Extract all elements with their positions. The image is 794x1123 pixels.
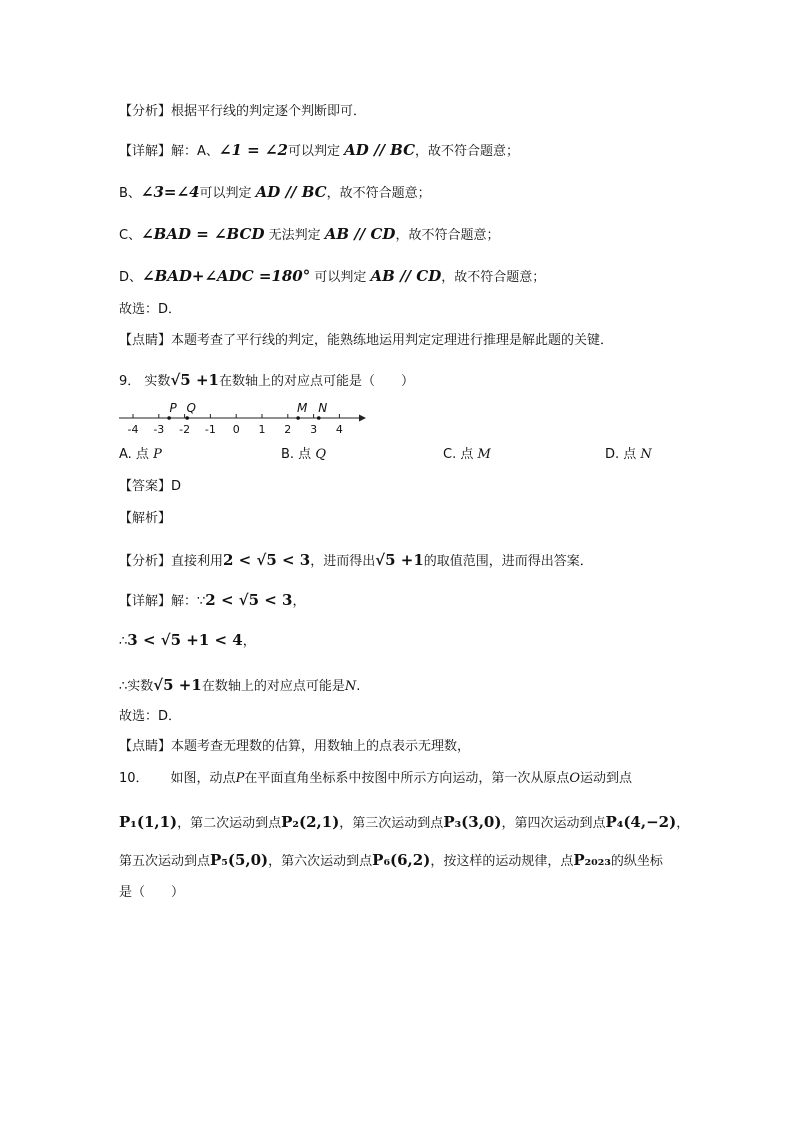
detail-d-suffix: ，故不符合题意；	[441, 270, 546, 285]
therefore-symbol: ∴	[119, 634, 128, 649]
axis-tick-label: 3	[310, 423, 318, 436]
detail-a-conclusion: AD // BC	[344, 141, 416, 159]
q10-line3-b: ，第六次运动到点	[268, 854, 373, 869]
q9-stem-b: 在数轴上的对应点可能是（ ）	[218, 374, 414, 389]
option-prefix: C. 点	[443, 447, 474, 462]
prev-choice	[119, 300, 181, 320]
detail-c-suffix: ，故不符合题意；	[395, 228, 500, 243]
q10-line1-c: 运动到点	[580, 771, 633, 786]
axis-point-label: P	[169, 401, 177, 415]
q9-therefore-2	[119, 675, 360, 697]
q10-number: 10．	[119, 771, 149, 786]
q9-detail-end: ，	[292, 594, 306, 609]
q10-line-2	[119, 812, 689, 834]
detail-c-equation: ∠BAD = ∠BCD	[141, 225, 265, 243]
q9-therefore2-letter: N	[344, 679, 357, 694]
detail-d-equation: ∠BAD+∠ADC =180°	[142, 267, 311, 285]
axis-tick-label: 2	[284, 423, 292, 436]
option-prefix: D. 点	[605, 447, 637, 462]
prev-comment	[119, 331, 613, 351]
option-letter: N	[640, 447, 652, 462]
q9-number-line	[115, 397, 375, 437]
q9-detail-prefix: 【详解】解：∵	[119, 594, 206, 609]
q9-analysis-c: 的取值范围，进而得出答案．	[423, 554, 593, 569]
detail-b-mid: 可以判定	[199, 186, 252, 201]
detail-b-prefix: B、	[119, 186, 141, 201]
detail-b-suffix: ，故不符合题意；	[326, 186, 431, 201]
q10-line1-b: 在平面直角坐标系中按图中所示方向运动，第一次从原点	[244, 771, 570, 786]
detail-c-prefix: C、	[119, 228, 142, 243]
option-letter: Q	[315, 447, 326, 462]
q9-analysis	[119, 550, 593, 572]
axis-tick-label: -4	[127, 423, 139, 436]
axis-point-p	[167, 416, 171, 420]
detail-d-prefix: D、	[119, 270, 143, 285]
q9-therefore2-a: ∴实数	[119, 679, 154, 694]
axis-point-label: M	[296, 401, 308, 415]
prev-choice-text: 故选：D．	[119, 302, 182, 317]
q9-answer-text: 【答案】D	[119, 479, 182, 494]
q9-comment	[119, 737, 470, 757]
q10-line1-a: 如图，动点	[170, 771, 236, 786]
q9-detail-inequality: 2 < √5 < 3	[205, 591, 293, 609]
q10-p5: P₅(5,0)	[210, 851, 269, 869]
q9-option-c[interactable]	[443, 445, 491, 465]
prev-detail-b	[119, 182, 431, 204]
detail-c-conclusion: AB // CD	[324, 225, 396, 243]
q9-options	[119, 445, 679, 465]
prev-detail-c	[119, 224, 499, 246]
q9-analysis-expression: √5 +1	[375, 551, 424, 569]
detail-a-prefix: 【详解】解：A、	[119, 144, 219, 159]
q10-line3-c: ，按这样的运动规律，点	[430, 854, 574, 869]
axis-tick-label: 4	[335, 423, 343, 436]
axis-tick-label: -3	[153, 423, 165, 436]
q9-stem-a: 实数	[144, 374, 171, 389]
q10-p6: P₆(6,2)	[372, 851, 431, 869]
axis-arrow	[359, 415, 366, 422]
q9-therefore1-inequality: 3 < √5 +1 < 4	[127, 631, 243, 649]
q9-expression: √5 +1	[170, 371, 219, 389]
q10-p2023: P₂₀₂₃	[573, 851, 611, 869]
q10-line2-a: ，第二次运动到点	[177, 816, 282, 831]
detail-a-suffix: ，故不符合题意；	[415, 144, 520, 159]
q10-line2-c: ，第四次运动到点	[501, 816, 606, 831]
option-prefix: B. 点	[281, 447, 312, 462]
axis-point-m	[296, 416, 300, 420]
detail-d-mid: 可以判定	[314, 270, 367, 285]
detail-b-conclusion: AD // BC	[255, 183, 327, 201]
axis-tick-label: 1	[258, 423, 266, 436]
detail-c-mid: 无法判定	[268, 228, 321, 243]
q9-choice-text: 故选：D．	[119, 709, 182, 724]
option-letter: M	[477, 447, 491, 462]
q9-analysis-a: 【分析】直接利用	[119, 554, 224, 569]
q9-answer	[119, 477, 181, 497]
prev-detail-d	[119, 266, 545, 288]
q9-analysis-b: ，进而得出	[310, 554, 376, 569]
q9-stem	[119, 370, 414, 392]
q10-line4-text: 是（ ）	[119, 885, 185, 900]
prev-analysis-text: 【分析】根据平行线的判定逐个判断即可．	[119, 104, 367, 119]
q9-therefore1-end: ，	[242, 634, 256, 649]
q9-analysis-inequality: 2 < √5 < 3	[223, 551, 311, 569]
q10-origin-o: O	[569, 771, 580, 786]
detail-d-conclusion: AB // CD	[370, 267, 442, 285]
axis-point-label: N	[318, 401, 328, 415]
prev-comment-text: 【点睛】本题考查了平行线的判定，能熟练地运用判定定理进行推理是解此题的关键．	[119, 333, 614, 348]
q9-therefore-1	[119, 630, 256, 652]
option-letter: P	[153, 447, 162, 462]
q9-comment-text: 【点睛】本题考查无理数的估算，用数轴上的点表示无理数，	[119, 739, 471, 754]
q10-line-1	[119, 769, 632, 789]
axis-point-q	[185, 416, 189, 420]
q10-line-3	[119, 850, 663, 872]
prev-analysis	[119, 102, 366, 122]
q10-point-p: P	[235, 771, 245, 786]
q10-p4: P₄(4,−2)	[605, 813, 677, 831]
axis-point-label: Q	[186, 401, 196, 415]
q9-analysis-head-text: 【解析】	[119, 511, 172, 526]
q10-p2: P₂(2,1)	[281, 813, 340, 831]
q10-line-4	[119, 883, 184, 903]
detail-a-equation: ∠1 = ∠2	[218, 141, 288, 159]
axis-point-n	[317, 416, 321, 420]
option-prefix: A. 点	[119, 447, 149, 462]
q9-therefore2-end: .	[356, 679, 361, 694]
axis-tick-label: -2	[179, 423, 191, 436]
q9-choice	[119, 707, 181, 727]
q9-therefore2-expression: √5 +1	[153, 676, 202, 694]
q9-therefore2-b: 在数轴上的对应点可能是	[201, 679, 345, 694]
axis-tick-label: 0	[232, 423, 240, 436]
detail-a-mid: 可以判定	[287, 144, 340, 159]
q10-p1: P₁(1,1)	[119, 813, 178, 831]
q10-line2-b: ，第三次运动到点	[339, 816, 444, 831]
detail-b-equation: ∠3=∠4	[140, 183, 200, 201]
q9-number: 9．	[119, 374, 141, 389]
q9-option-a[interactable]	[119, 445, 162, 465]
q10-p3: P₃(3,0)	[443, 813, 502, 831]
q10-line3-a: 第五次运动到点	[119, 854, 211, 869]
q9-option-d[interactable]	[605, 445, 652, 465]
q9-analysis-head	[119, 509, 171, 529]
prev-detail-a	[119, 140, 519, 162]
q9-option-b[interactable]	[281, 445, 326, 465]
q10-line3-d: 的纵坐标	[610, 854, 663, 869]
axis-tick-label: -1	[204, 423, 216, 436]
q9-detail	[119, 590, 306, 612]
q10-line2-d: ，	[676, 816, 690, 831]
